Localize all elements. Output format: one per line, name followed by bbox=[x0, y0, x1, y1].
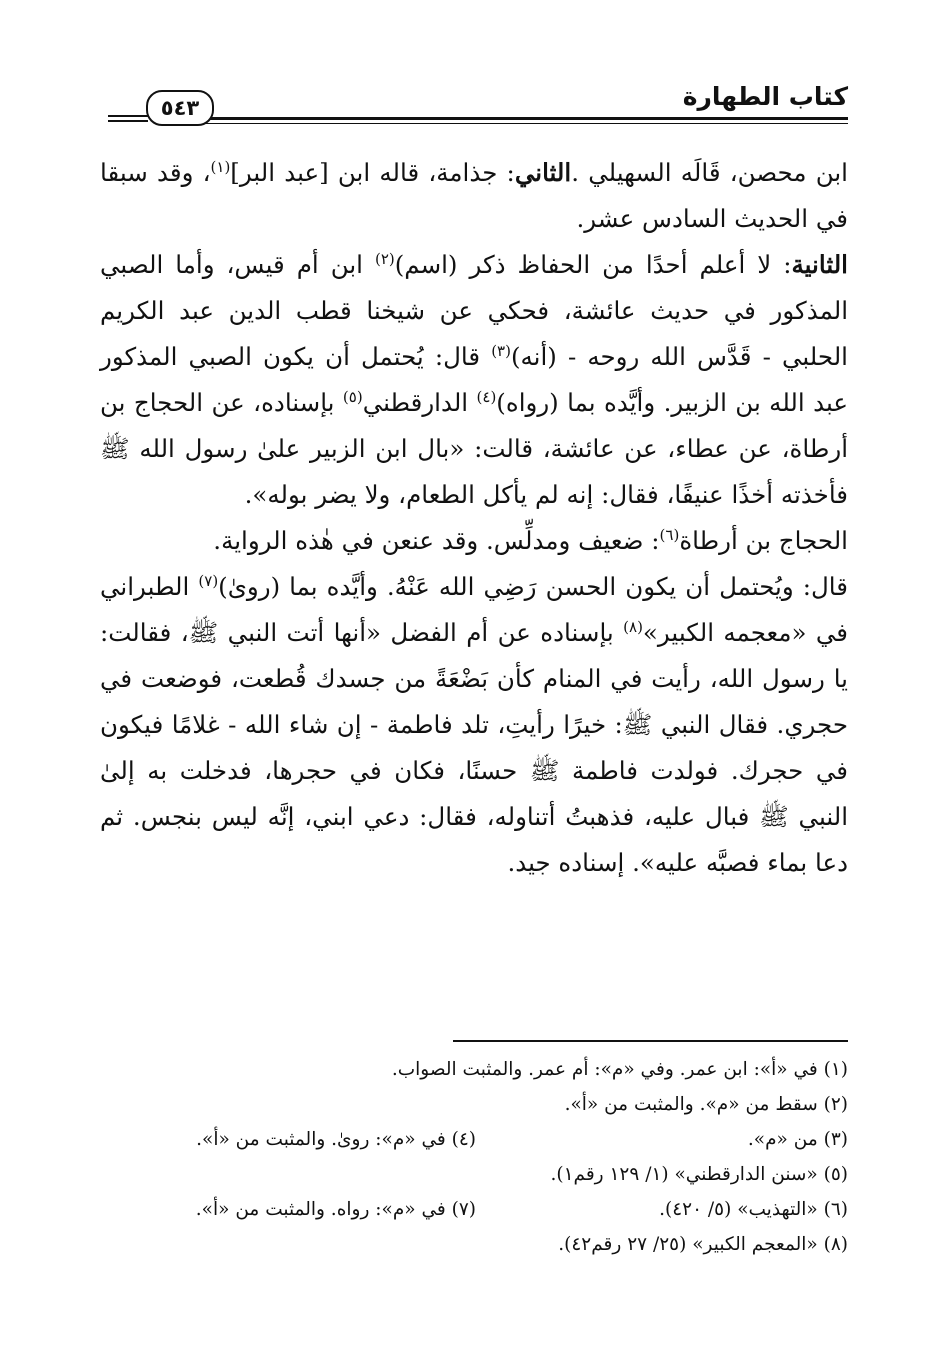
text-run: بإسناده عن أم الفضل «أنها أتت النبي ﷺ، فقالت: يا رسول الله، رأيت في المنام كأن بَضْعَةً من جسدك قُطعت، فوضعت في حجري. فقال النبي ﷺ: خيرًا رأيتِ، تلد فاطمة - إن شاء الله - غلامًا فيكون في حجرك. فولدت فاطمة ﷺ حسنًا، فكان في حجرها، فدخلت به إلىٰ النبي ﷺ فبال عليه، فذهبتُ أتناوله، فقال: دعي ابني، إنَّه ليس بنجس. ثم دعا بماء فصبَّه عليه». إسناده جيد. bbox=[100, 618, 848, 877]
footnote-line bbox=[120, 1192, 848, 1227]
text-run-bold: الثاني bbox=[514, 158, 572, 187]
text-run-bold: الثانية bbox=[791, 250, 848, 279]
footnote-ref-7[interactable]: (٧) bbox=[198, 571, 219, 590]
footnote-7: (٧) في «م»: رواه. والمثبت من «أ». bbox=[195, 1199, 476, 1220]
footnote-1: (١) في «أ»: ابن عمر. وفي «م»: أم عمر. والمثبت الصواب. bbox=[391, 1059, 848, 1080]
text-run: : لا أعلم أحدًا من الحفاظ ذكر (اسم) bbox=[394, 250, 792, 279]
footnote-line bbox=[120, 1052, 848, 1087]
footnote-ref-4[interactable]: (٤) bbox=[476, 387, 497, 406]
footnote-line bbox=[120, 1087, 848, 1122]
text-run: قال: ويُحتمل أن يكون الحسن رَضِي الله عَنْهُ. وأيَّده بما (روىٰ) bbox=[218, 572, 848, 601]
text-run: ، وقد سبقا في الحديث السادس عشر. bbox=[100, 158, 848, 233]
footnote-ref-5[interactable]: (٥) bbox=[342, 387, 363, 406]
footnote-3: (٣) من «م». bbox=[747, 1129, 848, 1150]
footnote-2: (٢) سقط من «م». والمثبت من «أ». bbox=[564, 1094, 848, 1115]
main-text bbox=[100, 150, 848, 886]
footnote-line bbox=[120, 1227, 848, 1262]
chapter-title: كتاب الطهارة bbox=[682, 82, 848, 111]
page-number: ٥٤٣ bbox=[146, 90, 214, 126]
footnote-ref-2[interactable]: (٢) bbox=[374, 249, 395, 268]
paragraph-1 bbox=[100, 150, 848, 242]
text-run: الدارقطني bbox=[362, 388, 477, 417]
footnotes bbox=[120, 1052, 848, 1262]
text-run: الطبراني في «معجمه الكبير» bbox=[100, 572, 848, 647]
header-rule-thin bbox=[200, 123, 848, 124]
paragraph-4 bbox=[100, 564, 848, 886]
text-run: بإسناده، عن الحجاج بن أرطاة، عن عطاء، عن عائشة، قالت: «بال ابن الزبير علىٰ رسول الله ﷺ فأخذته أخذًا عنيفًا، فقال: إنه لم يأكل الطعام، ولا يضر بوله». bbox=[100, 388, 848, 509]
footnote-separator bbox=[453, 1040, 848, 1042]
text-run: : جذامة، قاله ابن [عبد البر] bbox=[230, 158, 515, 187]
text-run: : ضعيف ومدلِّس. وقد عنعن في هٰذه الرواية. bbox=[213, 526, 660, 555]
footnote-ref-3[interactable]: (٣) bbox=[491, 341, 511, 360]
text-run: الحجاج بن أرطاة bbox=[679, 526, 848, 555]
header-rule-thick bbox=[200, 117, 848, 120]
footnote-ref-1[interactable]: (١) bbox=[210, 157, 231, 176]
footnote-ref-6[interactable]: (٦) bbox=[659, 525, 680, 544]
footnote-8: (٨) «المعجم الكبير» (٢٥/ ٢٧ رقم٤٢). bbox=[558, 1234, 848, 1255]
footnote-4: (٤) في «م»: روىٰ. والمثبت من «أ». bbox=[196, 1129, 476, 1150]
page-header bbox=[100, 74, 848, 134]
paragraph-3 bbox=[100, 518, 848, 564]
footnote-line bbox=[120, 1157, 848, 1192]
header-left-ornament bbox=[108, 115, 148, 125]
footnote-5: (٥) «سنن الدارقطني» (١/ ١٢٩ رقم١). bbox=[550, 1164, 848, 1185]
text-run: ابن محصن، قَالَه السهيلي . bbox=[571, 158, 848, 187]
footnote-ref-8[interactable]: (٨) bbox=[623, 617, 643, 636]
footnote-6: (٦) «التهذيب» (٥/ ٤٢٠). bbox=[659, 1199, 848, 1220]
paragraph-2 bbox=[100, 242, 848, 518]
footnote-line bbox=[120, 1122, 848, 1157]
text-run: قال: يُحتمل أن يكون الصبي المذكور عبد الله بن الزبير. وأيَّده بما (رواه) bbox=[100, 342, 848, 417]
text-run: ابن أم قيس، وأما الصبي المذكور في حديث عائشة، فحكي عن شيخنا قطب الدين عبد الكريم الحلبي - قَدَّس الله روحه - (أنه) bbox=[100, 250, 848, 371]
